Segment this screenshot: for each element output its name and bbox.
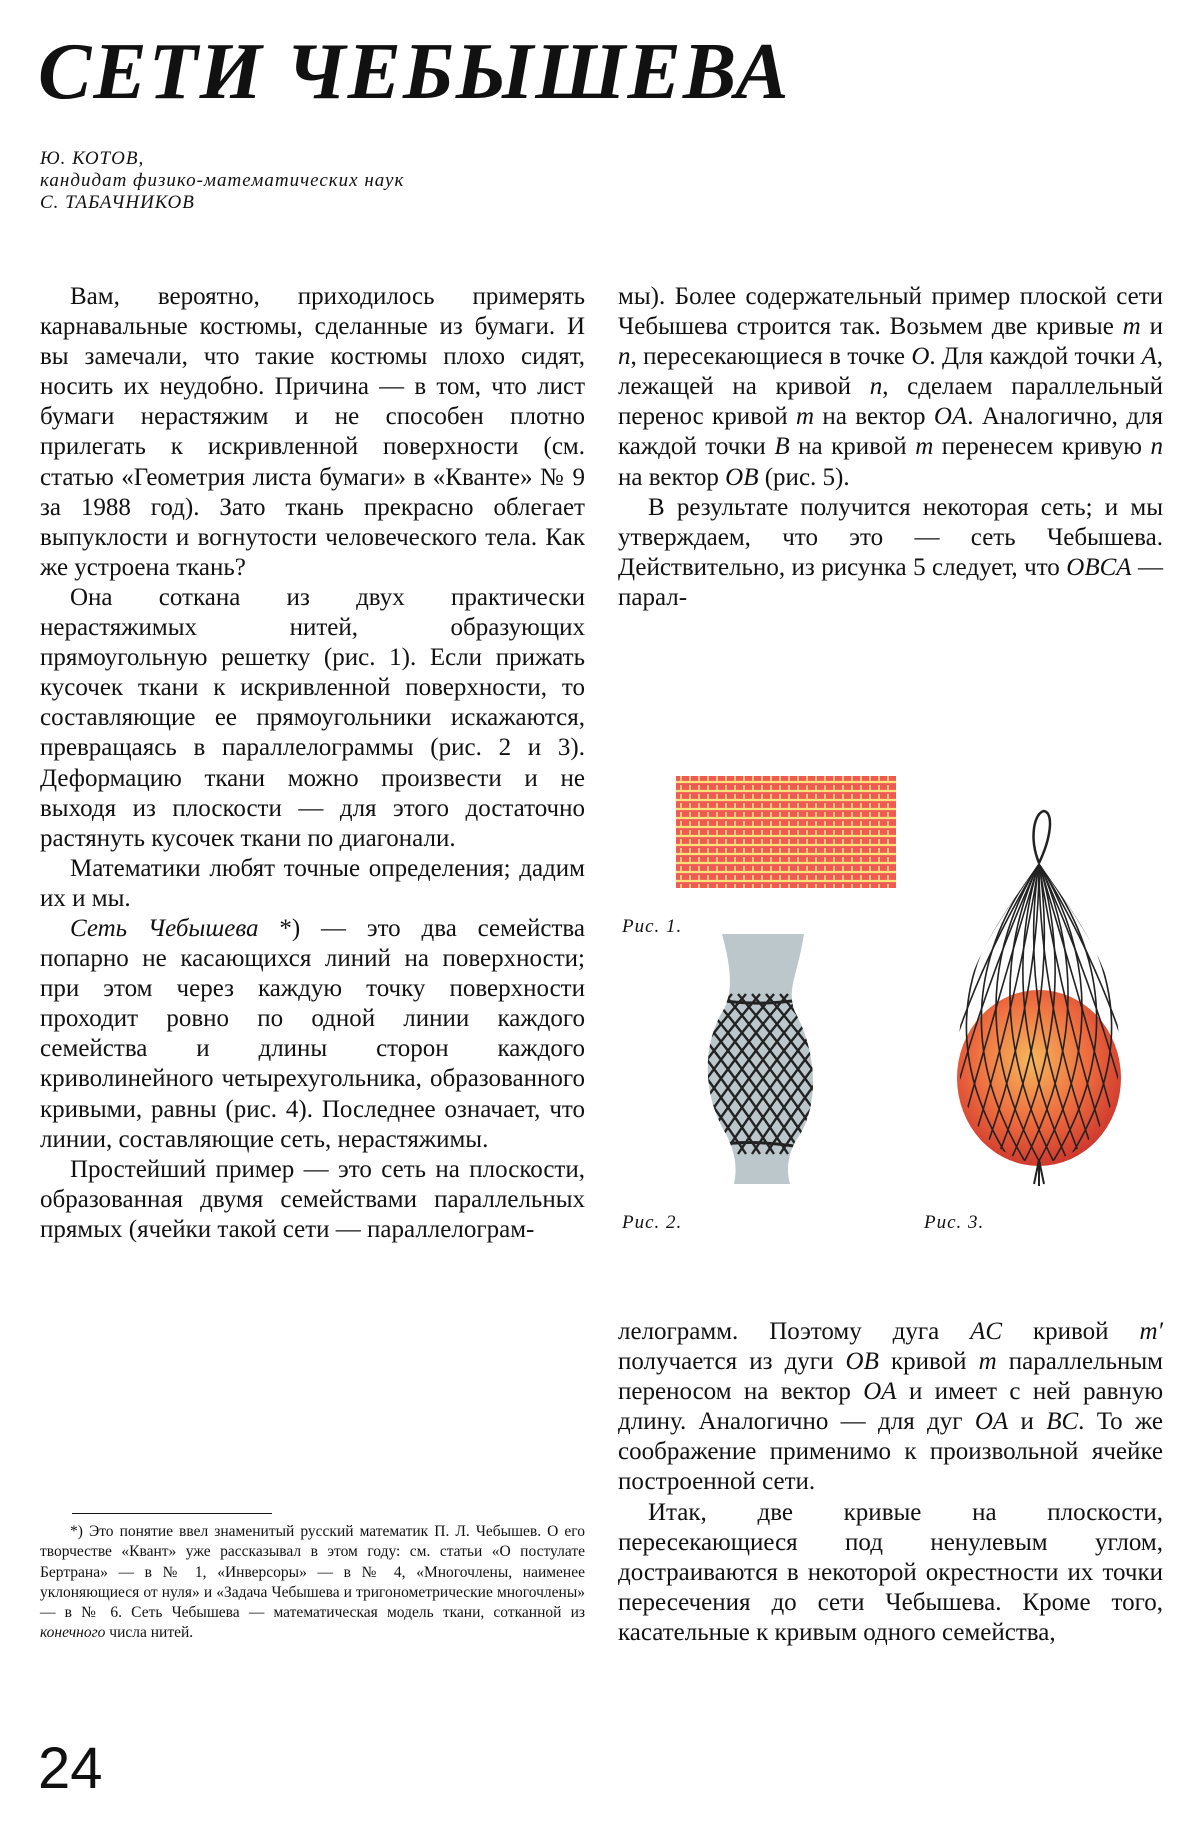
- net-line: [822, 994, 840, 1154]
- article-title: СЕТИ ЧЕБЫШЕВА: [38, 28, 791, 116]
- paragraph: Вам, вероятно, приходилось примерять карнавальные костюмы, сделанные из бумаги. И вы замечали, что такие костюмы плохо сидят, носить их неудобно. Причина — в том, что лист бумаги нерастяжим и не способен плотно прилегать к искривленной поверхности (см. статью «Геометрия листа бумаги» в «Кванте» № 9 за 1988 год). Зато ткань прекрасно облегает выпуклости и вогнутости человеческого тела. Как же устроена ткань?: [40, 283, 585, 581]
- right-column-top: [618, 282, 1163, 613]
- figure-3-caption: Рис. 3.: [924, 1212, 985, 1233]
- paragraph: Математики любят точные определения; дадим их и мы.: [40, 854, 585, 912]
- paragraph: лелограмм. Поэтому дуга AC кривой m′ получается из дуги OB кривой m параллельным переносом на вектор OA и имеет с ней равную длину. Аналогично — для дуг OA и BC. То же соображение применимо к произвольной ячейке построенной сети.: [618, 1318, 1163, 1496]
- vase-body: [708, 934, 813, 1184]
- definition-paragraph: [40, 914, 585, 1155]
- figure-1-caption: Рис. 1.: [622, 916, 683, 937]
- net-line: [808, 994, 840, 1154]
- definition-term: Сеть Чебышева: [70, 914, 259, 942]
- net-line: [700, 994, 704, 1154]
- page-number: 24: [38, 1736, 103, 1801]
- figure-3-net-bag: [954, 808, 1124, 1188]
- definition-text: *) — это два семейства попарно не касающихся линий на поверхности; при этом через каждую точку поверхности проходит ровно по одной линии каждого семейства и длины сторон каждого криволинейного четырехугольника, образованного кривыми, равны (рис. 4). Последнее означает, что линии, составляющие сеть, нерастяжимы.: [40, 914, 585, 1153]
- footnote: [40, 1522, 585, 1644]
- right-column-bottom: [618, 1317, 1163, 1648]
- figure-2-caption: Рис. 2.: [622, 1212, 683, 1233]
- paragraph: Она соткана из двух практически нерастяжимых нитей, образующих прямоугольную решетку (рис. 1). Если прижать кусочек ткани к искривленной поверхности, то составляющие ее прямоугольники искажаются, превращаясь в параллелограммы (рис. 2 и 3). Деформацию ткани можно произвести и не выходя из плоскости — для этого достаточно растянуть кусочек ткани по диагонали.: [40, 583, 585, 852]
- net-line: [836, 994, 840, 1154]
- left-column: [40, 282, 585, 1245]
- net-line: [822, 994, 840, 1154]
- bag-loop: [1034, 811, 1050, 863]
- paragraph: мы). Более содержательный пример плоской сети Чебышева строится так. Возьмем две кривые m и n, пересекающиеся в точке O. Для каждой точки A, лежащей на кривой n, сделаем параллельный перенос кривой m на вектор OA. Аналогично, для каждой точки B на кривой m перенесем кривую n на вектор OB (рис. 5).: [618, 283, 1163, 491]
- net-line: [836, 994, 840, 1154]
- author-block: [40, 148, 404, 214]
- paragraph: Простейший пример — это сеть на плоскости, образованная двумя семействами параллельных прямых (ячейки такой сети — параллелограм-: [40, 1155, 585, 1243]
- figure-2-vase: [700, 934, 840, 1184]
- paragraph: Итак, две кривые на плоскости, пересекающиеся под ненулевым углом, достраиваются в некоторой окрестности их точки пересечения до сети Чебышева. Кроме того, касательные к кривым одного семейства,: [618, 1498, 1163, 1646]
- footnote-text-end: числа нитей.: [105, 1624, 194, 1642]
- paragraph: В результате получится некоторая сеть; и мы утверждаем, что это — сеть Чебышева. Действительно, из рисунка 5 следует, что OBCA — парал-: [618, 493, 1164, 611]
- author-1: Ю. КОТОВ,: [40, 148, 145, 169]
- figure-1-fabric: [676, 776, 896, 888]
- footnote-text: *) Это понятие ввел знаменитый русский математик П. Л. Чебышев. О его творчестве «Квант» уже рассказывал в этом году: см. статьи «О постулате Бертрана» — в № 1, «Инверсоры» — в № 4, «Многочлены, наименее уклоняющиеся от нуля» и «Задача Чебышева и тригонометрические многочлены» — в № 6. Сеть Чебышева — математическая модель ткани, сотканной из: [40, 1523, 585, 1622]
- net-line: [808, 994, 840, 1154]
- footnote-emphasis: конечного: [40, 1624, 106, 1642]
- net-line: [700, 994, 704, 1154]
- footnote-divider: [72, 1513, 272, 1514]
- author-2: С. ТАБАЧНИКОВ: [40, 192, 195, 213]
- author-1-degree: кандидат физико-математических наук: [40, 170, 405, 191]
